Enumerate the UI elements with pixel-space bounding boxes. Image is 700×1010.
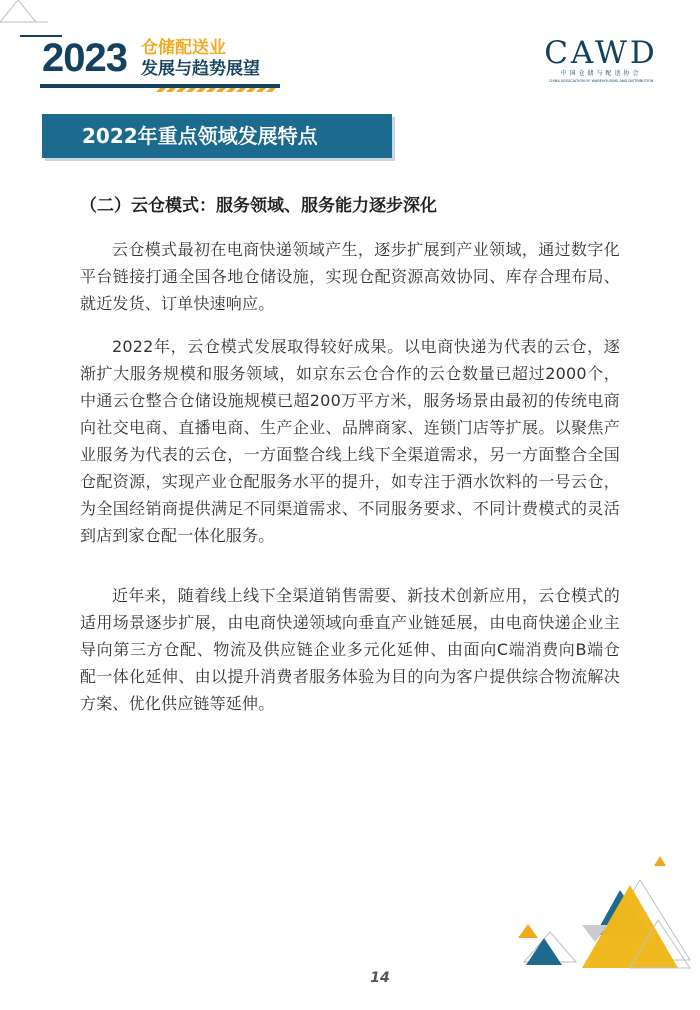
- logo-english-name: CHINA ASSOCIATION OF WAREHOUSING AND DISTRIBUTION: [548, 79, 654, 83]
- section-banner: [42, 114, 392, 158]
- section-title: 2022年重点领域发展特点: [82, 124, 318, 148]
- page-header: [0, 0, 700, 100]
- paragraph-1: 云仓模式最初在电商快递领域产生，逐步扩展到产业领域，通过数字化平台链接打通全国各地仓储设施，实现仓配资源高效协同、库存合理布局、就近发货、订单快速响应。: [80, 240, 620, 313]
- triangle-decoration: [500, 850, 700, 980]
- report-year: 2023: [42, 36, 127, 80]
- report-title-line2: 发展与趋势展望: [141, 59, 260, 79]
- logo-chinese-name: 中国仓储与配送协会: [560, 70, 642, 77]
- cawd-logo: [536, 36, 666, 84]
- header-stripe: [40, 84, 280, 92]
- paragraph-3: 近年来，随着线上线下全渠道销售需要、新技术创新应用，云仓模式的适用场景逐步扩展，由电商快递领域向垂直产业链延展，由电商快递企业主导向第三方仓配、物流及供应链企业多元化延伸、由面向C端消费向B端仓配一体化延伸、由以提升消费者服务体验为目的向为客户提供综合物流解决方案、优化供应链等延伸。: [80, 586, 620, 713]
- paragraph-2: 2022年，云仓模式发展取得较好成果。以电商快递为代表的云仓，逐渐扩大服务规模和服务领域，如京东云仓合作的云仓数量已超过2000个，中通云仓整合仓储设施规模已超200万平方米，服务场景由最初的传统电商向社交电商、直播电商、生产企业、品牌商家、连锁门店等扩展。以聚焦产业服务为代表的云仓，一方面整合线上线下全渠道需求，另一方面整合全国仓配资源，实现产业仓配服务水平的提升，如专注于酒水饮料的一号云仓，为全国经销商提供满足不同渠道需求、不同服务要求、不同计费模式的灵活到店到家仓配一体化服务。: [80, 337, 620, 545]
- logo-wordmark: CAWD: [544, 35, 658, 71]
- header-decoration: [0, 0, 140, 40]
- page-number: 14: [370, 970, 390, 986]
- report-title-line1: 仓储配送业: [141, 38, 226, 58]
- subsection-heading: （二）云仓模式：服务领域、服务能力逐步深化: [80, 196, 437, 216]
